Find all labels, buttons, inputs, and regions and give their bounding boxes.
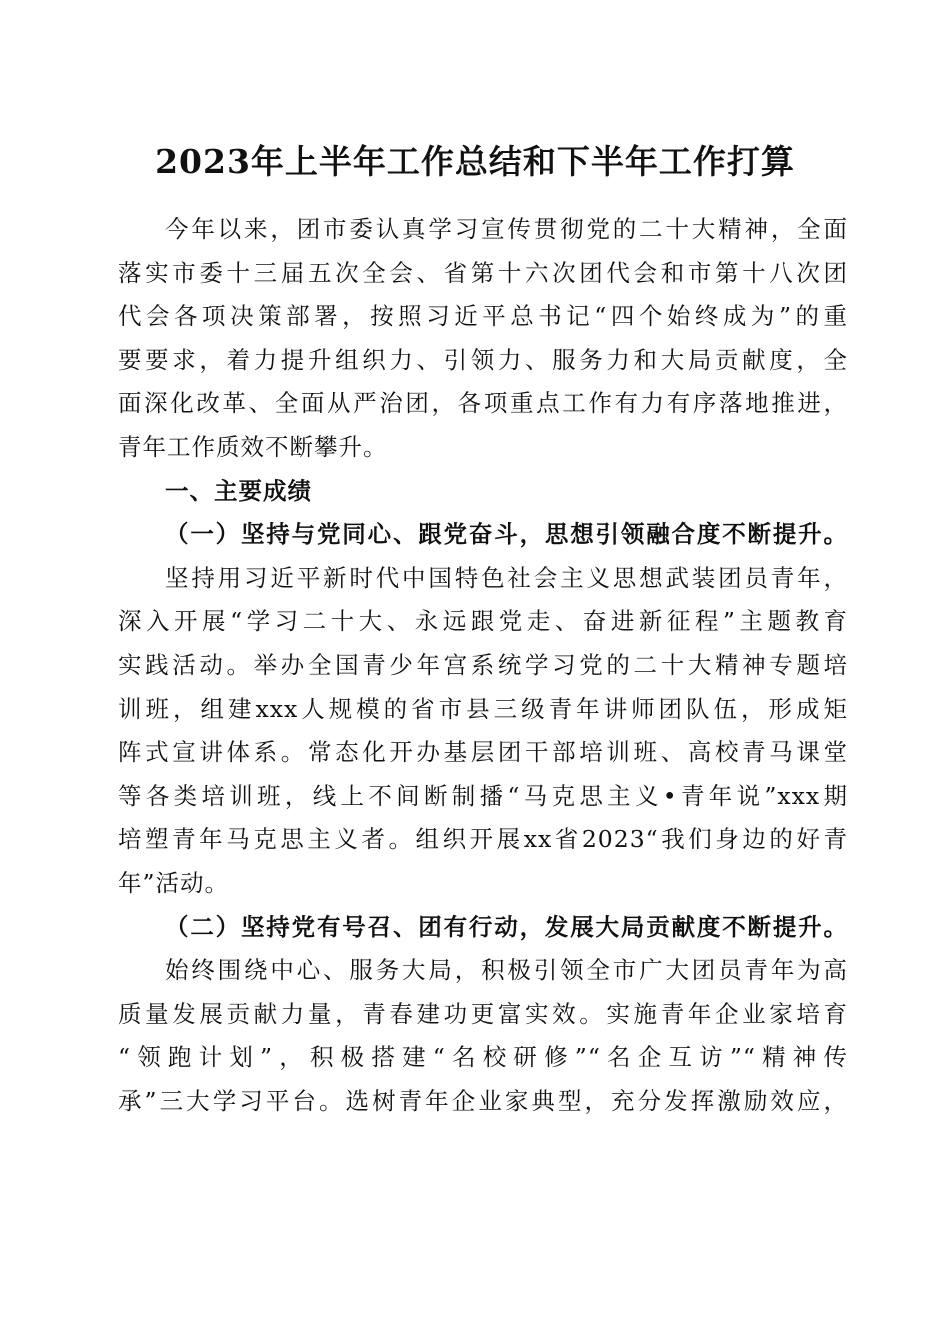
paragraph-line: 训班，组建xxx人规模的省市县三级青年讲师团队伍，形成矩	[118, 694, 848, 723]
document-title: 2023年上半年工作总结和下半年工作打算	[155, 142, 795, 181]
paragraph-line: 等各类培训班，线上不间断制播“马克思主义•青年说”xxx期	[118, 781, 848, 810]
paragraph-line: 深入开展“学习二十大、永远跟党走、奋进新征程”主题教育	[118, 607, 848, 636]
paragraph-line: 阵式宣讲体系。常态化开办基层团干部培训班、高校青马课堂	[118, 738, 848, 767]
paragraph-line: 坚持用习近平新时代中国特色社会主义思想武装团员青年，	[165, 563, 848, 592]
paragraph-line: “领跑计划”，积极搭建“名校研修”“名企互访”“精神传	[118, 1043, 848, 1072]
intro-line: 面深化改革、全面从严治团，各项重点工作有力有序落地推进，	[118, 389, 848, 418]
paragraph-line: 承”三大学习平台。选树青年企业家典型，充分发挥激励效应，	[118, 1086, 848, 1115]
intro-line: 青年工作质效不断攀升。	[118, 432, 388, 461]
intro-line: 今年以来，团市委认真学习宣传贯彻党的二十大精神，全面	[165, 215, 848, 243]
intro-line: 代会各项决策部署，按照习近平总书记“四个始终成为”的重	[118, 302, 848, 331]
section-heading: 一、主要成绩	[165, 476, 312, 505]
paragraph-line: 质量发展贡献力量，青春建功更富实效。实施青年企业家培育	[118, 999, 848, 1028]
subsection-heading: （二）坚持党有号召、团有行动，发展大局贡献度不断提升。	[165, 912, 848, 941]
paragraph-line: 实践活动。举办全国青少年宫系统学习党的二十大精神专题培	[118, 650, 848, 679]
paragraph-line: 培塑青年马克思主义者。组织开展xx省2023“我们身边的好青	[118, 825, 848, 854]
intro-line: 要要求，着力提升组织力、引领力、服务力和大局贡献度，全	[118, 345, 848, 374]
intro-line: 落实市委十三届五次全会、省第十六次团代会和市第十八次团	[118, 258, 848, 287]
paragraph-line: 年”活动。	[118, 868, 230, 897]
subsection-heading: （一）坚持与党同心、跟党奋斗，思想引领融合度不断提升。	[165, 520, 848, 549]
document-body	[118, 208, 848, 1123]
paragraph-line: 始终围绕中心、服务大局，积极引领全市广大团员青年为高	[165, 956, 848, 985]
